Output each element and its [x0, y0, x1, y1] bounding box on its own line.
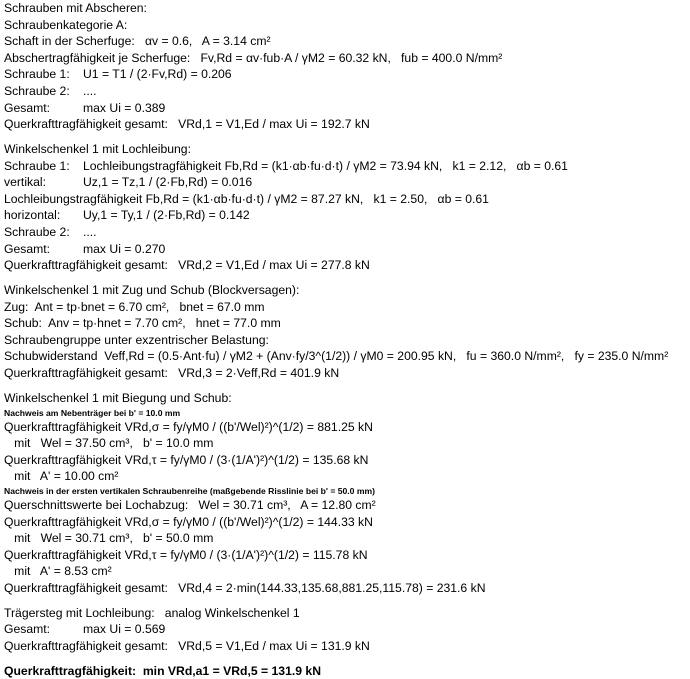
s5-quer-value: VRd,5 = V1,Ed / max Ui = 131.9 kN — [178, 638, 370, 653]
s1-schraube1-line — [4, 66, 688, 83]
s4-qt2-line — [4, 547, 688, 564]
s4-qs1-wel: Wel = 37.50 cm³, — [40, 436, 133, 451]
abscher-fub: fub = 400.0 N/mm² — [401, 50, 503, 65]
s2-loch-line — [4, 191, 688, 208]
s2-horizontal-line — [4, 207, 688, 224]
s1-schraube2-line — [4, 83, 688, 100]
s4-quer-value: VRd,4 = 2·min(144.33,135.68,881.25,115.78) = 231.6 kN — [178, 580, 486, 595]
section-title-biegung: Winkelschenkel 1 mit Biegung und Schub: — [4, 390, 232, 405]
s4-qt1-value: VRd,τ = fy/γM0 / (3·(1/A')²)^(1/2) = 135.68 kN — [124, 452, 369, 467]
final-result-line — [4, 663, 688, 679]
schraubenkategorie: Schraubenkategorie A: — [4, 17, 128, 32]
s1-schraube1-label: Schraube 1: — [4, 67, 70, 82]
s2-horizontal-label: horizontal: — [4, 208, 61, 223]
s3-widerstand-fu: fu = 360.0 N/mm², — [466, 349, 565, 364]
s4-qs2-label: Querkrafttragfähigkeit — [4, 514, 122, 529]
final-result-label: Querkrafttragfähigkeit: — [4, 663, 137, 678]
s3-gruppe: Schraubengruppe unter exzentrischer Belastung: — [4, 332, 269, 347]
s2-schraube1-label: Schraube 1: — [4, 158, 70, 173]
s3-schub-value: Anv = tp·hnet = 7.70 cm², — [48, 316, 186, 331]
s1-gesamt-line — [4, 100, 688, 117]
s1-schraube2-value: .... — [83, 83, 97, 98]
s2-loch-formula: Lochleibungstragfähigkeit Fb,Rd = (k1·αb·fu·d·t) / γM2 = 87.27 kN, — [4, 191, 364, 206]
schaft-label: Schaft in der Scherfuge: — [4, 34, 135, 49]
s4-qs1-mit-line — [4, 435, 688, 452]
s2-loch-k1: k1 = 2.50, — [373, 191, 428, 206]
s4-qs2-b: b' = 50.0 mm — [143, 531, 214, 546]
s2-schraube2-value: .... — [83, 225, 97, 240]
s2-gesamt-label: Gesamt: — [4, 241, 51, 256]
s3-schub-hnet: hnet = 77.0 mm — [195, 316, 281, 331]
s4-qt1-line — [4, 452, 688, 469]
s2-schraube1-k1: k1 = 2.12, — [452, 158, 507, 173]
s4-qs2-mit-line — [4, 530, 688, 547]
s2-schraube1-line — [4, 158, 688, 175]
s4-qs1-mit: mit — [14, 436, 31, 451]
s3-widerstand-fy: fy = 235.0 N/mm² — [574, 349, 669, 364]
s1-quer-value: VRd,1 = V1,Ed / max Ui = 192.7 kN — [178, 117, 370, 132]
s1-quer-label: Querkrafttragfähigkeit gesamt: — [4, 117, 168, 132]
s4-qt1-label: Querkrafttragfähigkeit — [4, 452, 122, 467]
s4-quer-label: Querkrafttragfähigkeit gesamt: — [4, 580, 168, 595]
s4-quer-line — [4, 580, 688, 597]
s2-schraube2-label: Schraube 2: — [4, 225, 70, 240]
s4-qt1-mit: mit — [14, 469, 31, 484]
s2-quer-value: VRd,2 = V1,Ed / max Ui = 277.8 kN — [178, 258, 370, 273]
s2-vertikal-value: Uz,1 = Tz,1 / (2·Fb,Rd) = 0.016 — [83, 175, 253, 190]
s5-gesamt-value: max Ui = 0.569 — [83, 622, 166, 637]
s2-schraube1-ab: αb = 0.61 — [516, 158, 568, 173]
s4-qt2-a: A' = 8.53 cm² — [39, 564, 112, 579]
s4-qt1-mit-line — [4, 468, 688, 485]
final-result-value: min VRd,a1 = VRd,5 = 131.9 kN — [142, 663, 321, 678]
s4-qs2-line — [4, 514, 688, 531]
s4-qw-line — [4, 497, 688, 514]
s1-schraube2-label: Schraube 2: — [4, 83, 70, 98]
s4-qw-a: A = 12.80 cm² — [300, 497, 376, 512]
abscher-label: Abschertragfähigkeit je Scherfuge: — [4, 50, 191, 65]
s4-qs2-mit: mit — [14, 531, 31, 546]
s3-quer-label: Querkrafttragfähigkeit gesamt: — [4, 366, 168, 381]
s4-qs1-label: Querkrafttragfähigkeit — [4, 419, 122, 434]
s4-qs1-value: VRd,σ = fy/γM0 / ((b'/Wel)²)^(1/2) = 881.25 kN — [124, 419, 373, 434]
s4-qt1-a: A' = 10.00 cm² — [39, 469, 119, 484]
s1-gesamt-value: max Ui = 0.389 — [83, 100, 166, 115]
abscher-line — [4, 50, 688, 67]
s5-quer-label: Querkrafttragfähigkeit gesamt: — [4, 638, 168, 653]
s5-title-line — [4, 605, 688, 622]
schaft-alpha: αv = 0.6, — [144, 34, 193, 49]
s3-widerstand-value: Veff,Rd = (0.5·Ant·fu) / γM2 + (Anv·fy/3^(1/2)) / γM0 = 200.95 kN, — [104, 349, 457, 364]
section-title-lochleibung: Winkelschenkel 1 mit Lochleibung: — [4, 142, 191, 157]
s2-schraube2-line — [4, 224, 688, 241]
s3-zug-bnet: bnet = 67.0 mm — [179, 299, 265, 314]
s3-schub-label: Schub: — [4, 316, 42, 331]
s2-quer-line — [4, 257, 688, 274]
schaft-line — [4, 33, 688, 50]
s1-gesamt-label: Gesamt: — [4, 100, 51, 115]
s3-zug-value: Ant = tp·bnet = 6.70 cm², — [34, 299, 170, 314]
s4-qw-label: Querschnittswerte bei Lochabzug: — [4, 497, 189, 512]
s4-note-schraubenreihe: Nachweis in der ersten vertikalen Schraubenreihe (maßgebende Risslinie bei b' = 50.0 mm) — [4, 485, 375, 496]
s4-qs1-b: b' = 10.0 mm — [143, 436, 214, 451]
s2-gesamt-value: max Ui = 0.270 — [83, 241, 166, 256]
s3-zug-line — [4, 299, 688, 316]
s4-qs1-line — [4, 419, 688, 436]
s2-quer-label: Querkrafttragfähigkeit gesamt: — [4, 258, 168, 273]
s2-vertikal-line — [4, 174, 688, 191]
s4-qt2-value: VRd,τ = fy/γM0 / (3·(1/A')²)^(1/2) = 115.78 kN — [124, 547, 368, 562]
s1-quer-line — [4, 116, 688, 133]
s4-qs2-wel: Wel = 30.71 cm³, — [40, 531, 133, 546]
s2-vertikal-label: vertikal: — [4, 175, 46, 190]
schaft-area: A = 3.14 cm² — [201, 34, 271, 49]
calculation-document — [4, 0, 688, 679]
s2-schraube1-value: Lochleibungstragfähigkeit Fb,Rd = (k1·αb·fu·d·t) / γM2 = 73.94 kN, — [83, 158, 443, 173]
s3-quer-line — [4, 365, 688, 382]
s4-qt2-label: Querkrafttragfähigkeit — [4, 547, 122, 562]
s3-widerstand-label: Schubwiderstand — [4, 349, 98, 364]
s3-zug-label: Zug: — [4, 299, 29, 314]
s4-qt2-mit-line — [4, 563, 688, 580]
s5-quer-line — [4, 638, 688, 655]
abscher-formula: Fv,Rd = αv·fub·A / γM2 = 60.32 kN, — [200, 50, 391, 65]
s4-qs2-value: VRd,σ = fy/γM0 / ((b'/Wel)²)^(1/2) = 144.33 kN — [124, 514, 373, 529]
s3-quer-value: VRd,3 = 2·Veff,Rd = 401.9 kN — [178, 366, 340, 381]
s4-qt2-mit: mit — [14, 564, 31, 579]
s1-schraube1-value: U1 = T1 / (2·Fv,Rd) = 0.206 — [83, 67, 232, 82]
s3-widerstand-line — [4, 348, 688, 365]
s2-horizontal-value: Uy,1 = Ty,1 / (2·Fb,Rd) = 0.142 — [83, 208, 250, 223]
s5-title-label: Trägersteg mit Lochleibung: — [4, 605, 155, 620]
s5-gesamt-line — [4, 621, 688, 638]
s2-gesamt-line — [4, 241, 688, 258]
s4-qw-wel: Wel = 30.71 cm³, — [198, 497, 291, 512]
section-title-abscheren: Schrauben mit Abscheren: — [4, 1, 147, 15]
s5-gesamt-label: Gesamt: — [4, 622, 51, 637]
s3-schub-line — [4, 315, 688, 332]
section-title-blockversagen: Winkelschenkel 1 mit Zug und Schub (Blockversagen): — [4, 283, 300, 298]
s4-note-nebentraeger: Nachweis am Nebenträger bei b' = 10.0 mm — [4, 407, 181, 418]
s2-loch-ab: αb = 0.61 — [437, 191, 489, 206]
s5-title-value: analog Winkelschenkel 1 — [164, 605, 300, 620]
